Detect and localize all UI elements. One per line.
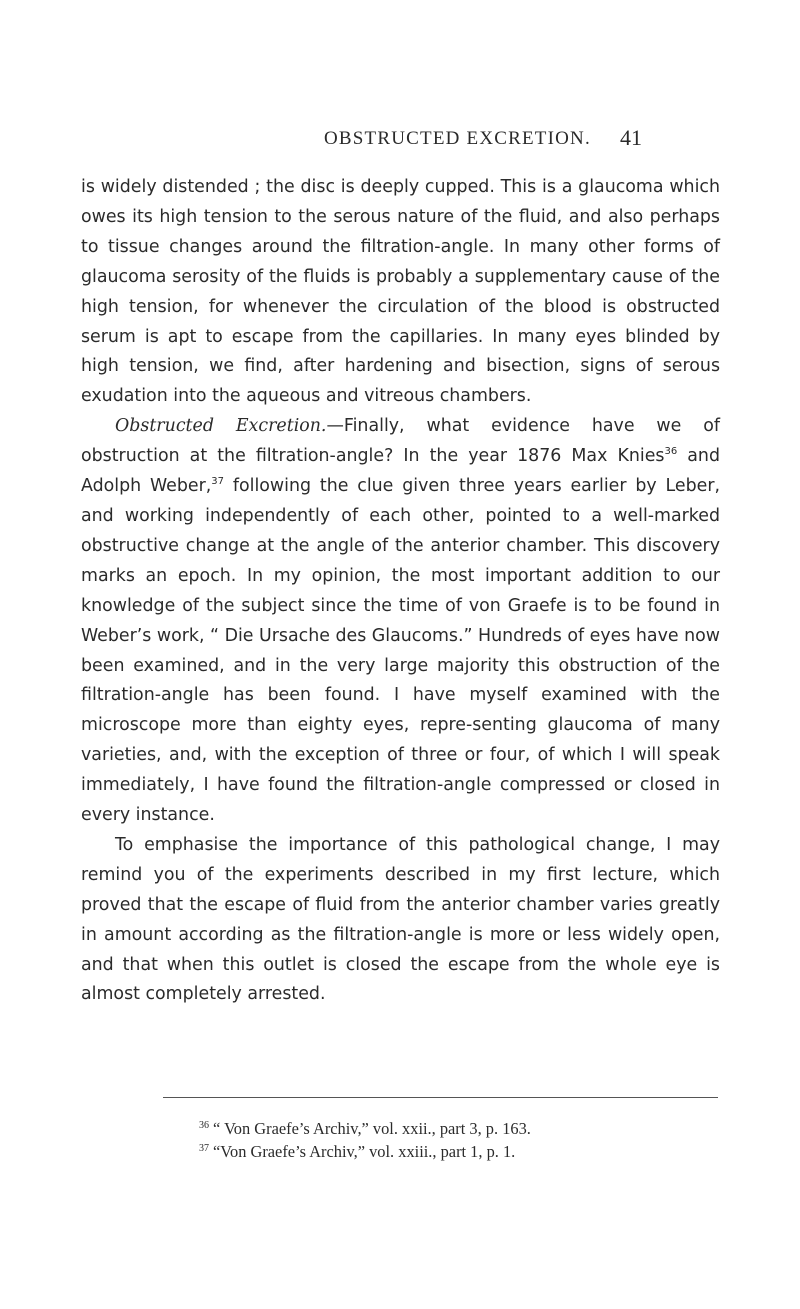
page-number: 41 xyxy=(620,125,642,150)
paragraph-text: and Adolph Weber, xyxy=(81,446,720,497)
footnotes xyxy=(199,1117,531,1163)
footnote xyxy=(199,1117,531,1140)
footnote-text: “ Von Graefe’s Archiv,” vol. xxii., part 3, p. 163. xyxy=(213,1119,531,1138)
footnote-number: 37 xyxy=(199,1142,209,1154)
body-text xyxy=(81,173,720,1010)
footnote-reference[interactable]: 36 xyxy=(664,446,678,458)
paragraph-obstructed-excretion xyxy=(81,412,720,831)
footnote-reference[interactable]: 37 xyxy=(211,476,225,488)
paragraph-pathological-change: To emphasise the importance of this pathological change, I may remind you of the experiments described in my first lecture, which proved that the escape of fluid from the anterior chamber varies greatly in amount according as the filtration-angle is more or less widely open, and that when this outlet is closed the escape from the whole eye is almost completely arrested. xyxy=(81,834,720,1005)
paragraph-text: following the clue given three years earlier by Leber, and working independently of each other, pointed to a well-marked obstructive change at the angle of the anterior chamber. This discovery marks an epoch. In my opinion, the most important addition to our knowledge of the subject since the time of von Graefe is to be found in Weber’s work, “ Die Ursache des Glaucoms.” Hundreds of eyes have now been examined, and in the very large majority this obstruction of the filtration-angle has been found. I have myself examined with the microscope more than eighty eyes, repre-senting glaucoma of many varieties, and, with the exception of three or four, of which I will speak immediately, I have found the filtration-angle compressed or closed in every instance. xyxy=(81,476,720,826)
paragraph-serous-glaucoma: is widely distended ; the disc is deeply cupped. This is a glaucoma which owes its high tension to the serous nature of the fluid, and also perhaps to tissue changes around the filtration-angle. In many other forms of glaucoma serosity of the fluids is probably a supplementary cause of the high tension, for whenever the circulation of the blood is obstructed serum is apt to escape from the capillaries. In many eyes blinded by high tension, we find, after hardening and bisection, signs of serous exudation into the aqueous and vitreous chambers. xyxy=(81,177,720,407)
paragraph-text: —Finally, what evidence have we of obstruction at the filtration-angle? In the year 1876 Max Knies xyxy=(81,416,720,467)
footnote-number: 36 xyxy=(199,1119,209,1131)
section-heading: Obstructed Excretion. xyxy=(115,416,327,437)
footnote xyxy=(199,1140,531,1163)
footnote-divider xyxy=(163,1097,718,1098)
running-head: OBSTRUCTED EXCRETION. xyxy=(324,128,591,149)
footnote-text: “Von Graefe’s Archiv,” vol. xxiii., part 1, p. 1. xyxy=(213,1142,516,1161)
